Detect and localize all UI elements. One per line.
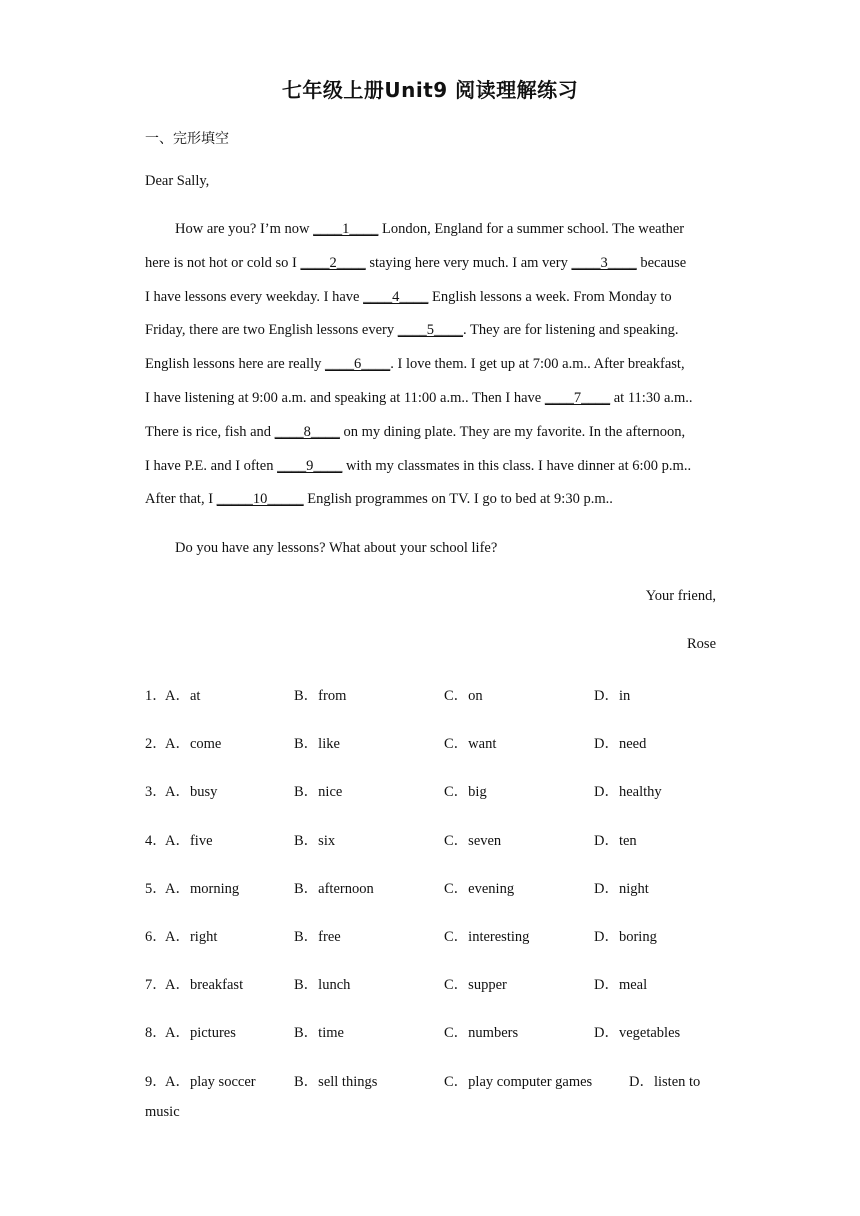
letter-text: After that, I: [145, 491, 217, 508]
answer-option: C．want: [444, 736, 497, 753]
answer-option: B．like: [294, 736, 340, 753]
answer-option: A．come: [165, 736, 222, 753]
blank-marker: ____3____: [571, 254, 637, 271]
blank-marker: _____10_____: [216, 491, 304, 508]
letter-text: Friday, there are two English lessons every: [145, 322, 398, 339]
question-number: 8．: [145, 1025, 167, 1042]
section-heading: 一、完形填空: [145, 131, 229, 147]
letter-line: [145, 424, 685, 441]
answer-option: B．from: [294, 688, 347, 704]
question-number: 3．: [145, 784, 167, 801]
answer-option: B．time: [294, 1025, 344, 1042]
answer-option: D．meal: [594, 977, 648, 994]
answer-option: C．supper: [444, 977, 507, 994]
letter-text: English lessons here are really: [145, 356, 325, 373]
blank-marker: ____9____: [277, 457, 343, 474]
blank-marker: ____5____: [397, 322, 463, 339]
answer-option: A．morning: [165, 880, 240, 897]
answer-option: D．night: [594, 880, 649, 897]
answer-option: C．numbers: [444, 1025, 519, 1042]
answer-option: A．breakfast: [165, 977, 244, 994]
letter-text: at 11:30 a.m..: [610, 390, 693, 406]
answer-option: C．big: [444, 784, 487, 801]
letter-line: [145, 356, 685, 373]
letter-text: I have listening at 9:00 a.m. and speaking at 11:00 a.m.. Then I have: [145, 390, 545, 406]
answer-option: A．pictures: [165, 1025, 236, 1042]
letter-line: [145, 491, 613, 508]
letter-line: [145, 255, 686, 272]
answer-option-continued: music: [145, 1103, 180, 1120]
question-number: 9．: [145, 1073, 167, 1090]
letter-line: [145, 289, 672, 306]
answer-option: C．play computer games: [444, 1073, 593, 1090]
answer-option: A．play soccer: [165, 1073, 256, 1090]
blank-marker: ____4____: [363, 288, 429, 305]
letter-line: [175, 221, 684, 238]
answer-option: D．ten: [594, 832, 637, 849]
letter-greeting: Dear Sally,: [145, 173, 210, 189]
question-number: 1．: [145, 688, 167, 704]
letter-paragraph-2: Do you have any lessons? What about your school life?: [175, 540, 498, 556]
letter-text: How are you? I’m now: [175, 221, 314, 237]
letter-text: English lessons a week. From Monday to: [428, 288, 672, 305]
letter-text: There is rice, fish and: [145, 423, 275, 440]
letter-text: English programmes on TV. I go to bed at 9:30 p.m..: [303, 491, 613, 508]
answer-option: C．seven: [444, 832, 502, 849]
answer-option: B．free: [294, 929, 341, 945]
page-title: 七年级上册Unit9 阅读理解练习: [281, 78, 579, 102]
answer-option: B．lunch: [294, 977, 351, 994]
letter-text: on my dining plate. They are my favorite. In the afternoon,: [339, 423, 686, 440]
answer-option: C．on: [444, 688, 483, 704]
question-number: 6．: [145, 929, 167, 945]
answer-option: A．right: [165, 929, 218, 945]
blank-marker: ____7____: [544, 390, 611, 406]
letter-text: I have lessons every weekday. I have: [145, 288, 364, 305]
letter-text: London, England for a summer school. The weather: [378, 221, 685, 237]
answer-option: D．vegetables: [594, 1025, 681, 1042]
answer-option: B．nice: [294, 784, 343, 801]
letter-text: . They are for listening and speaking.: [463, 322, 679, 339]
blank-marker: ____2____: [300, 254, 366, 271]
letter-text: staying here very much. I am very: [365, 254, 572, 271]
letter-line: [145, 458, 691, 475]
answer-option: D．listen to: [629, 1073, 701, 1090]
answer-option: B．six: [294, 832, 336, 849]
blank-marker: ____8____: [274, 423, 340, 440]
letter-signature: Rose: [687, 636, 716, 652]
question-number: 4．: [145, 832, 167, 849]
letter-text: because: [636, 254, 687, 271]
letter-text: with my classmates in this class. I have dinner at 6:00 p.m..: [342, 457, 692, 474]
answer-option: B．sell things: [294, 1073, 378, 1090]
letter-text: . I love them. I get up at 7:00 a.m.. After breakfast,: [390, 356, 685, 373]
letter-text: here is not hot or cold so I: [145, 254, 301, 271]
letter-text: I have P.E. and I often: [145, 457, 278, 474]
letter-closing: Your friend,: [645, 588, 716, 604]
answer-option: D．need: [594, 736, 647, 753]
answer-option: D．boring: [594, 929, 657, 945]
answer-option: D．healthy: [594, 784, 662, 801]
answer-option: D．in: [594, 688, 631, 704]
letter-line: [145, 322, 679, 339]
answer-option: A．five: [165, 832, 213, 849]
answer-option: A．at: [165, 688, 201, 704]
question-number: 5．: [145, 880, 167, 897]
answer-option: A．busy: [165, 784, 218, 801]
blank-marker: ____6____: [324, 356, 391, 373]
question-number: 2．: [145, 736, 167, 753]
blank-marker: ____1____: [313, 221, 379, 237]
letter-line: [145, 390, 693, 407]
answer-option: B．afternoon: [294, 880, 374, 897]
answer-option: C．interesting: [444, 929, 530, 945]
question-number: 7．: [145, 977, 167, 994]
answer-option: C．evening: [444, 880, 515, 897]
